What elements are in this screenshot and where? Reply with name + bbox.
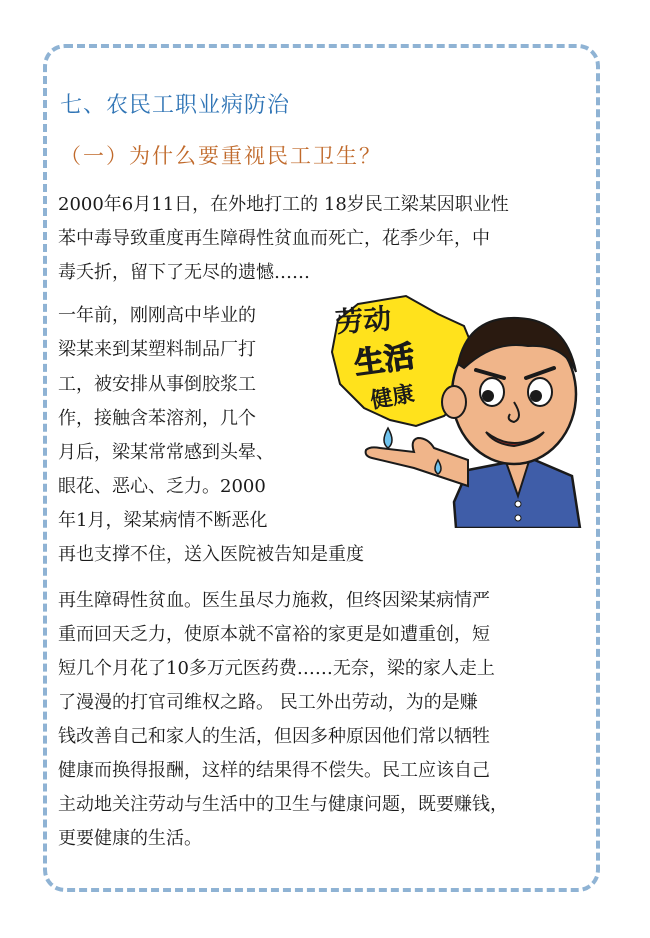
text-line: 年1月，梁某病情不断恶化 [58, 510, 268, 531]
word-life: 生活 [352, 338, 417, 382]
text-line: 2000年6月11日，在外地打工的 18岁民工梁某因职业性 [58, 194, 509, 215]
text-line: 一年前，刚刚高中毕业的 [58, 305, 256, 326]
text-line: 眼花、恶心、乏力。2000 [58, 476, 266, 497]
text-line: 更要健康的生活。 [58, 828, 202, 849]
text-line: 重而回天乏力，使原本就不富裕的家更是如遭重创，短 [58, 624, 490, 645]
text-line: 再生障碍性贫血。医生虽尽力施救，但终因梁某病情严 [58, 590, 490, 611]
text-line: 作，接触含苯溶剂，几个 [58, 408, 256, 429]
section-heading: 七、农民工职业病防治 [60, 93, 291, 118]
text-line: 苯中毒导致重度再生障碍性贫血而死亡，花季少年，中 [58, 228, 490, 249]
word-labor: 劳动 [334, 302, 393, 339]
text-line: 月后，梁某常常感到头晕、 [58, 442, 274, 463]
text-line: 钱改善自己和家人的生活，但因多种原因他们常以牺牲 [58, 726, 490, 747]
worker-illustration [318, 290, 596, 528]
text-line: 梁某来到某塑料制品厂打 [58, 339, 256, 360]
text-line: 毒夭折，留下了无尽的遗憾…… [58, 262, 310, 283]
text-line: 健康而换得报酬，这样的结果得不偿失。民工应该自己 [58, 760, 490, 781]
worker-cartoon-icon [318, 290, 596, 528]
text-line: 短几个月花了10多万元医药费……无奈，梁的家人走上 [58, 658, 495, 679]
text-line: 主动地关注劳动与生活中的卫生与健康问题，既要赚钱， [58, 794, 508, 815]
text-line: 再也支撑不住，送入医院被告知是重度 [58, 544, 364, 565]
subheading: （一）为什么要重视民工卫生？ [60, 144, 382, 168]
text-line: 工，被安排从事倒胶浆工 [58, 374, 256, 395]
text-line: 了漫漫的打官司维权之路。 民工外出劳动，为的是赚 [58, 692, 478, 713]
word-health: 健康 [368, 381, 417, 414]
pointing-hand-icon [366, 438, 468, 486]
